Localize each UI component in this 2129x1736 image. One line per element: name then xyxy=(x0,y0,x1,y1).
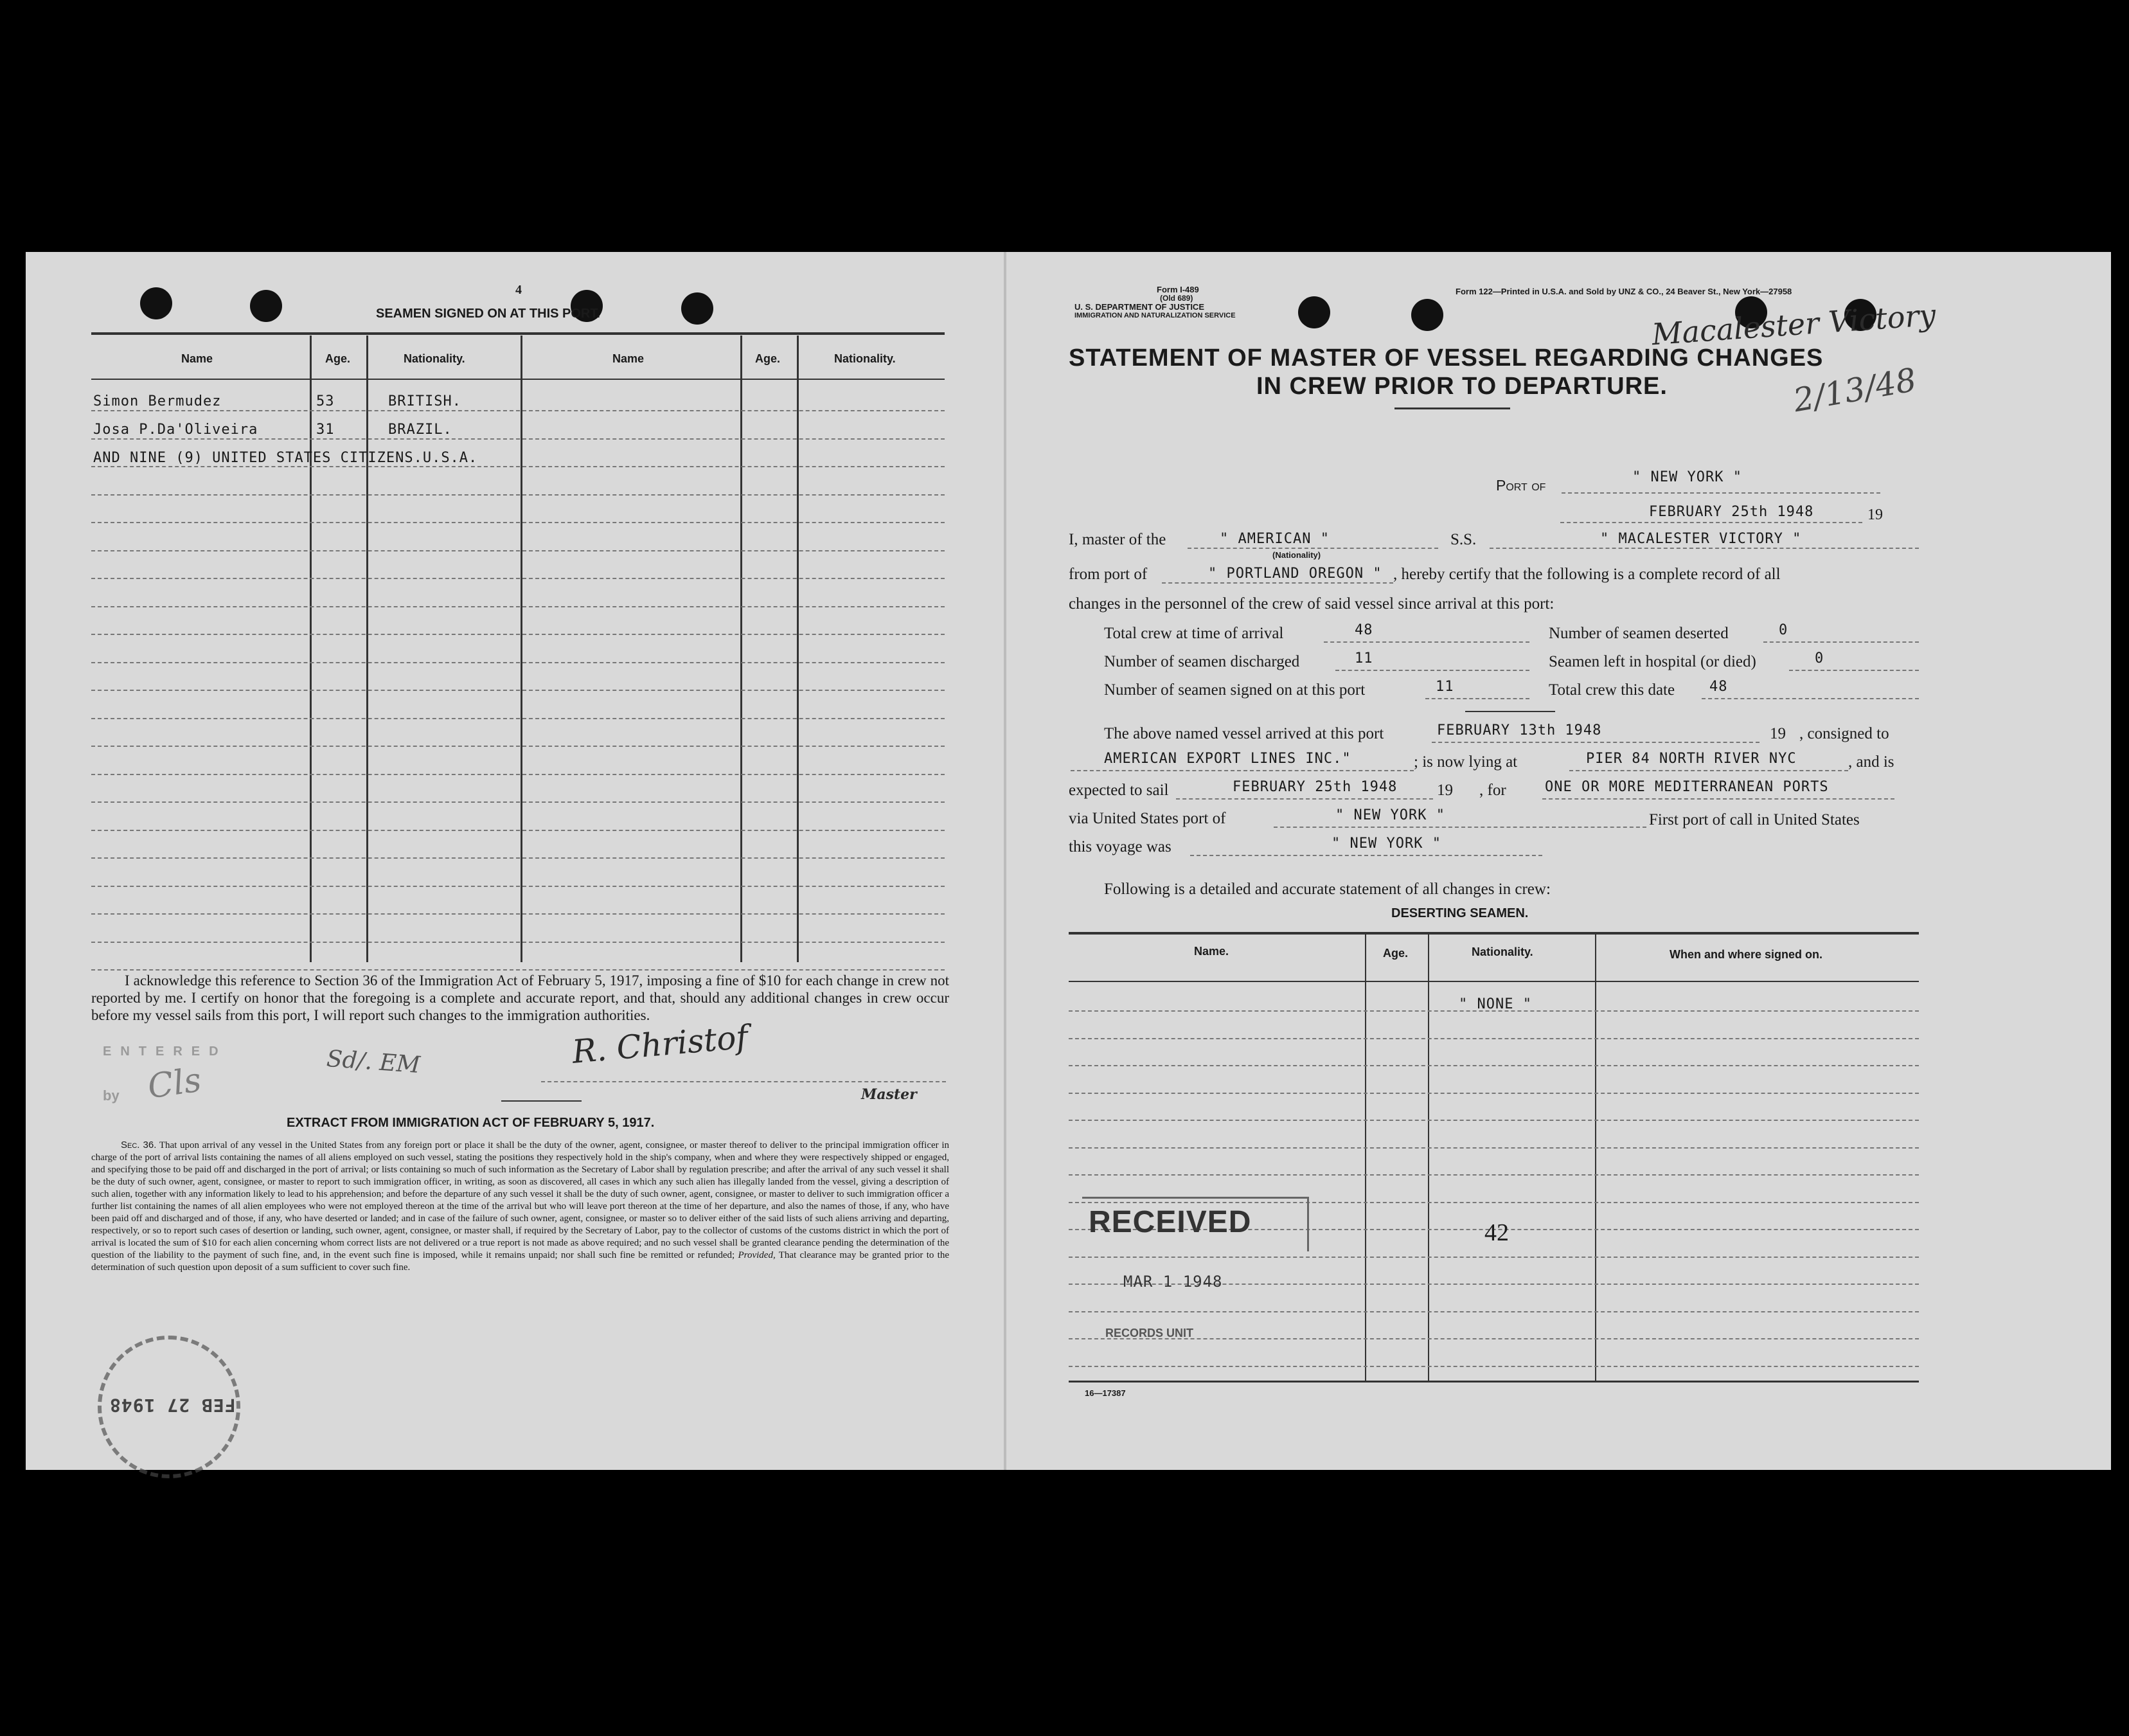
pier-line xyxy=(1569,770,1848,771)
service-label: IMMIGRATION AND NATURALIZATION SERVICE xyxy=(1074,312,1236,319)
seaman-name: Simon Bermudez xyxy=(93,393,222,409)
discharged-value: 11 xyxy=(1355,650,1373,667)
extract-title: EXTRACT FROM IMMIGRATION ACT OF FEBRUARY 5, 1917. xyxy=(287,1116,655,1130)
seaman-extra-row: AND NINE (9) UNITED STATES CITIZENS.U.S.A. xyxy=(93,450,478,466)
rule-line xyxy=(1069,1093,1919,1094)
signed-on-value: 11 xyxy=(1436,679,1454,695)
rule-line xyxy=(91,886,945,887)
certify-text-2: changes in the personnel of the crew of said vessel since arrival at this port: xyxy=(1069,595,1554,613)
deserting-title: DESERTING SEAMEN. xyxy=(1391,906,1529,920)
rule-line xyxy=(91,662,945,663)
punch-hole xyxy=(681,292,713,325)
following-label: Following is a detailed and accurate statement of all changes in crew: xyxy=(1104,881,1551,898)
rule-line xyxy=(91,913,945,915)
sail-date-line xyxy=(1176,798,1433,800)
rule-line xyxy=(91,774,945,775)
deserting-table-top xyxy=(1069,932,1919,935)
rule-line xyxy=(1069,1174,1919,1176)
col-header-age: Age. xyxy=(325,352,351,365)
port-label: Port of xyxy=(1496,477,1546,494)
table-top-rule xyxy=(91,332,945,335)
rule-line xyxy=(91,746,945,747)
received-sub: RECORDS UNIT xyxy=(1105,1327,1194,1339)
rule-line xyxy=(1069,1120,1919,1121)
rule-line xyxy=(1069,1311,1919,1312)
sec-label: Sec. 36. xyxy=(121,1140,157,1150)
col-header-nationality: Nationality. xyxy=(404,352,465,365)
form-number: Form I-489 xyxy=(1157,285,1199,294)
form-old-number: (Old 689) xyxy=(1160,294,1193,303)
from-port-line xyxy=(1162,582,1393,584)
voyage-label: this voyage was xyxy=(1069,838,1171,855)
via-port: " NEW YORK " xyxy=(1335,807,1445,823)
acknowledgement-text: I acknowledge this reference to Section 36 of the Immigration Act of February 5, 1917, imposing a fine of $10 for each change in crew not reported by me. I certify on honor that the foregoing is a complete and accurate report, and that, should any additional changes in crew occur before my vessel sails from this port, I will report such changes to the immigration authorities. xyxy=(91,972,949,1023)
rule-line xyxy=(91,718,945,719)
handwritten-ship-name: Macalester Victory xyxy=(1650,297,1937,352)
consigned-label: , consigned to xyxy=(1799,725,1889,742)
rule-line xyxy=(91,634,945,635)
date-century: 19 xyxy=(1867,506,1883,523)
from-port-value: " PORTLAND OREGON " xyxy=(1208,566,1382,582)
arrived-label: The above named vessel arrived at this port xyxy=(1104,725,1384,742)
rule-line xyxy=(1069,1338,1919,1339)
hospital-value: 0 xyxy=(1815,650,1824,667)
date-value: FEBRUARY 25th 1948 xyxy=(1649,504,1814,520)
sum-rule xyxy=(1465,711,1555,712)
sail-date: FEBRUARY 25th 1948 xyxy=(1233,779,1398,795)
rule-line xyxy=(1069,1257,1919,1258)
received-stamp: RECEIVED xyxy=(1089,1205,1252,1239)
first-port-label: First port of call in United States xyxy=(1649,811,1860,828)
extract-provided: Provided, xyxy=(738,1250,776,1260)
via-label: via United States port of xyxy=(1069,810,1226,827)
sail-century: 19 xyxy=(1437,782,1453,799)
form-title-line1: STATEMENT OF MASTER OF VESSEL REGARDING CHANGES xyxy=(1069,345,1824,371)
arrived-date: FEBRUARY 13th 1948 xyxy=(1437,722,1602,738)
des-col-divider xyxy=(1365,935,1366,1381)
received-date: MAR 1 1948 xyxy=(1123,1273,1223,1291)
first-port-value: " NEW YORK " xyxy=(1332,836,1441,852)
nationality-line xyxy=(1188,548,1438,549)
rule-line xyxy=(91,969,945,971)
handwritten-annotation: Sd/. EM xyxy=(325,1045,422,1079)
rule-line xyxy=(91,410,945,411)
deserted-line xyxy=(1763,641,1919,643)
seaman-age: 53 xyxy=(316,393,335,409)
form-title-line2: IN CREW PRIOR TO DEPARTURE. xyxy=(1256,373,1668,400)
short-rule xyxy=(501,1100,582,1102)
des-col-signed-on: When and where signed on. xyxy=(1670,948,1823,961)
document-sheet xyxy=(26,252,2111,1470)
initials-signature: Cls xyxy=(145,1060,204,1107)
rule-line xyxy=(1069,1147,1919,1149)
entered-stamp: ENTERED xyxy=(103,1044,227,1059)
rule-line xyxy=(91,690,945,691)
master-signature: R. Christof xyxy=(570,1018,750,1071)
arrived-century: 19 xyxy=(1770,725,1786,742)
deserted-value: 0 xyxy=(1779,622,1788,638)
rule-line xyxy=(1069,1366,1919,1367)
port-line xyxy=(1562,492,1880,494)
col-header-name: Name xyxy=(181,352,213,365)
hospital-label: Seamen left in hospital (or died) xyxy=(1549,653,1756,670)
page-number: 4 xyxy=(515,283,522,297)
master-of-label: I, master of the xyxy=(1069,531,1166,548)
via-line xyxy=(1274,827,1646,828)
signed-on-label: Number of seamen signed on at this port xyxy=(1104,681,1366,699)
page-fold xyxy=(1004,252,1006,1470)
col-divider xyxy=(521,336,522,962)
signature-line xyxy=(541,1081,946,1082)
col-header-nationality-2: Nationality. xyxy=(834,352,896,365)
title-rule xyxy=(1394,407,1510,409)
col-divider xyxy=(366,336,368,962)
consignee-line xyxy=(1071,770,1414,771)
seaman-name: Josa P.Da'Oliveira xyxy=(93,422,258,438)
punch-hole xyxy=(140,287,172,319)
des-col-divider xyxy=(1595,935,1596,1381)
consignee-value: AMERICAN EXPORT LINES INC." xyxy=(1104,751,1351,767)
lying-label: ; is now lying at xyxy=(1414,753,1518,771)
seaman-nationality: BRITISH. xyxy=(388,393,461,409)
rule-line xyxy=(91,578,945,579)
department-label: U. S. DEPARTMENT OF JUSTICE xyxy=(1074,302,1204,312)
extract-body: That upon arrival of any vessel in the United States from any foreign port or place it shall be the duty of the owner, agent, consignee, or master thereof to deliver to the principal immigration officer in charge of the port of arrival lists containing the names of all aliens employed on such vessel, stating the positions they respectively hold in the ship's company, when and where they were respectively shipped or engaged, and specifying those to be paid off and discharged in the port of arrival; or lists containing so much of such information as the Secretary of Labor shall by regulation prescribe; and after the arrival of any such vessel it shall be the duty of such owner, agent, consignee, or master to report to such immigration officer, in writing, as soon as discovered, all cases in which any such alien has illegally landed from the vessel, giving a description of such alien, together with any information likely to lead to his apprehension; and before the departure of any such vessel it shall be the duty of such owner, agent, consignee, or master to deliver to such immigration officer a further list containing the names of all alien employees who were not employed thereon at the time of the arrival but who will leave port thereon at the time of her departure, and also the names of those, if any, who have been paid off and discharged and of those, if any, who have deserted or landed; and in case of the failure of such owner, agent, consignee, or master so to deliver either of the said lists of such aliens arriving and departing, respectively, or so to report such cases of desertion or landing, such owner, agent, consignee, or master shall, if required by the Secretary of Labor, pay to the collector of customs of the customs district in which the port of arrival is located the sum of $10 for each alien concerning whom correct lists are not delivered or a true report is not made as above required; and no such vessel shall be granted clearance pending the determination of the question of the liability to the payment of such fine, and, in the event such fine is imposed, while it remains unpaid; nor shall such fine be remitted or refunded; xyxy=(91,1140,949,1260)
expected-label: expected to sail xyxy=(1069,782,1169,799)
destination-line xyxy=(1542,798,1894,800)
total-crew-arrival-value: 48 xyxy=(1355,622,1373,638)
col-divider xyxy=(310,336,312,962)
ss-label: S.S. xyxy=(1450,531,1477,548)
des-col-age: Age. xyxy=(1383,947,1409,960)
postmark-date: FEB 27 1948 xyxy=(109,1395,236,1416)
rule-line xyxy=(91,494,945,496)
punch-hole xyxy=(250,290,282,322)
hospital-line xyxy=(1789,670,1919,671)
des-col-nationality: Nationality. xyxy=(1472,945,1533,958)
extract-text xyxy=(91,1139,949,1274)
and-is-label: , and is xyxy=(1848,753,1894,771)
rule-line xyxy=(1069,1065,1919,1066)
rule-line xyxy=(91,466,945,467)
deserting-table-bottom xyxy=(1069,1381,1919,1383)
rule-line xyxy=(91,606,945,607)
col-divider xyxy=(797,336,799,962)
signed-on-line xyxy=(1425,698,1529,699)
master-label: Master xyxy=(861,1086,917,1103)
handwritten-date: 2/13/48 xyxy=(1790,361,1920,420)
entered-by-label: by xyxy=(103,1087,120,1104)
port-value: " NEW YORK " xyxy=(1632,469,1742,485)
total-crew-arrival-label: Total crew at time of arrival xyxy=(1104,625,1284,642)
punch-hole xyxy=(1411,299,1443,331)
rule-line xyxy=(1069,1038,1919,1039)
left-title: SEAMEN SIGNED ON AT THIS PORT. xyxy=(376,307,600,321)
from-port-label: from port of xyxy=(1069,566,1148,583)
rule-line xyxy=(91,857,945,859)
deserted-label: Number of seamen deserted xyxy=(1549,625,1729,642)
destination-value: ONE OR MORE MEDITERRANEAN PORTS xyxy=(1545,779,1829,795)
arrived-line xyxy=(1432,742,1759,743)
rule-line xyxy=(91,550,945,551)
total-crew-date-line xyxy=(1702,698,1919,699)
date-line xyxy=(1560,522,1862,523)
des-col-name: Name. xyxy=(1194,945,1229,958)
des-col-divider xyxy=(1428,935,1429,1381)
rule-line xyxy=(91,801,945,803)
certify-text: , hereby certify that the following is a complete record of all xyxy=(1393,566,1781,583)
punch-hole xyxy=(1298,296,1330,328)
extract-end: That clearance may be granted prior to the determination of such question upon deposit of a sum sufficient to cover such fine. xyxy=(91,1250,950,1273)
deserting-none: " NONE " xyxy=(1459,996,1532,1012)
for-label: , for xyxy=(1479,782,1506,799)
ship-name: " MACALESTER VICTORY " xyxy=(1600,531,1802,547)
first-port-line xyxy=(1190,855,1542,856)
pier-value: PIER 84 NORTH RIVER NYC xyxy=(1586,751,1797,767)
deserting-table-header-rule xyxy=(1069,981,1919,982)
nationality-caption: (Nationality) xyxy=(1272,550,1321,560)
col-divider xyxy=(740,336,742,962)
rule-line xyxy=(91,942,945,943)
seaman-nationality: BRAZIL. xyxy=(388,422,452,438)
printer-line: Form 122—Printed in U.S.A. and Sold by UNZ & CO., 24 Beaver St., New York—27958 xyxy=(1456,287,1792,296)
ship-line xyxy=(1490,548,1919,549)
total-crew-arrival-line xyxy=(1324,641,1529,643)
rule-line xyxy=(91,830,945,831)
col-header-age-2: Age. xyxy=(755,352,781,365)
table-header-rule xyxy=(91,379,945,380)
rule-line xyxy=(91,438,945,440)
nationality-value: " AMERICAN " xyxy=(1220,531,1330,547)
footer-code: 16—17387 xyxy=(1085,1388,1126,1398)
total-crew-date-value: 48 xyxy=(1709,679,1728,695)
total-crew-date-label: Total crew this date xyxy=(1549,681,1675,699)
rule-line xyxy=(91,522,945,523)
discharged-line xyxy=(1335,670,1529,671)
seaman-age: 31 xyxy=(316,422,335,438)
discharged-label: Number of seamen discharged xyxy=(1104,653,1300,670)
page-count-number: 42 xyxy=(1484,1219,1509,1246)
col-header-name-2: Name xyxy=(612,352,645,365)
